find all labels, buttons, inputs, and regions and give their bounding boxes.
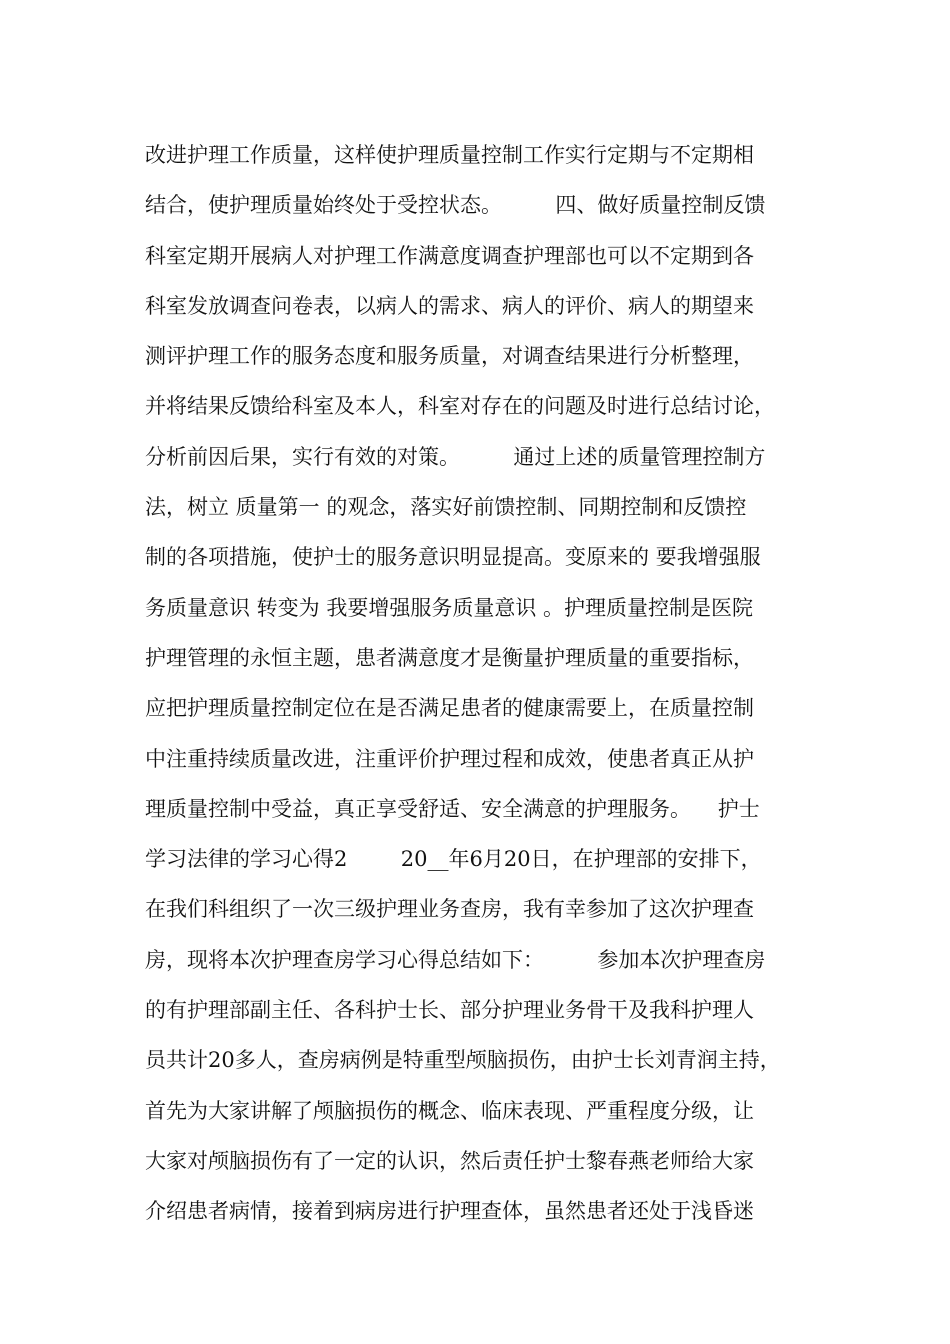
text-line-5: 测评护理工作的服务态度和服务质量，对调查结果进行分析整理，	[145, 344, 754, 369]
text-line-1: 改进护理工作质量，这样使护理质量控制工作实行定期与不定期相	[145, 143, 754, 167]
text-line-14: 理质量控制中受益，真正享受舒适、安全满意的护理服务。 护士	[145, 796, 760, 821]
text-line-2: 结合，使护理质量始终处于受控状态。 四、做好质量控制反馈	[145, 193, 766, 218]
text-line-11: 护理管理的永恒主题，患者满意度才是衡量护理质量的重要指标，	[145, 645, 754, 670]
text-line-21: 大家对颅脑损伤有了一定的认识，然后责任护士黎春燕老师给大家	[145, 1148, 754, 1173]
text-line-18: 的有护理部副主任、各科护士长、部分护理业务骨干及我科护理人	[145, 998, 754, 1023]
text-line-6: 并将结果反馈给科室及本人，科室对存在的问题及时进行总结讨论，	[145, 394, 775, 419]
text-line-17: 房，现将本次护理查房学习心得总结如下： 参加本次护理查房	[145, 947, 766, 972]
text-line-12: 应把护理质量控制定位在是否满足患者的健康需要上，在质量控制	[145, 696, 754, 721]
text-line-22: 介绍患者病情，接着到病房进行护理查体，虽然患者还处于浅昏迷	[145, 1199, 754, 1224]
text-line-9: 制的各项措施，使护士的服务意识明显提高。变原来的 要我增强服	[145, 545, 761, 570]
body-text	[145, 130, 835, 1237]
text-line-10: 务质量意识 转变为 我要增强服务质量意识 。护理质量控制是医院	[145, 595, 754, 620]
text-line-20: 首先为大家讲解了颅脑损伤的概念、临床表现、严重程度分级，让	[145, 1098, 754, 1123]
text-line-3: 科室定期开展病人对护理工作满意度调查护理部也可以不定期到各	[145, 243, 754, 268]
text-line-15: 学习法律的学习心得2 20__年6月20日，在护理部的安排下，	[145, 847, 762, 872]
text-line-16: 在我们科组织了一次三级护理业务查房，我有幸参加了这次护理查	[145, 897, 754, 922]
text-line-19: 员共计20多人，查房病例是特重型颅脑损伤，由护士长刘青润主持，	[145, 1048, 781, 1073]
text-line-4: 科室发放调查问卷表，以病人的需求、病人的评价、病人的期望来	[145, 293, 754, 318]
text-line-7: 分析前因后果，实行有效的对策。 通过上述的质量管理控制方	[145, 444, 766, 469]
text-line-8: 法，树立 质量第一 的观念，落实好前馈控制、同期控制和反馈控	[145, 495, 747, 520]
text-line-13: 中注重持续质量改进，注重评价护理过程和成效，使患者真正从护	[145, 746, 754, 771]
